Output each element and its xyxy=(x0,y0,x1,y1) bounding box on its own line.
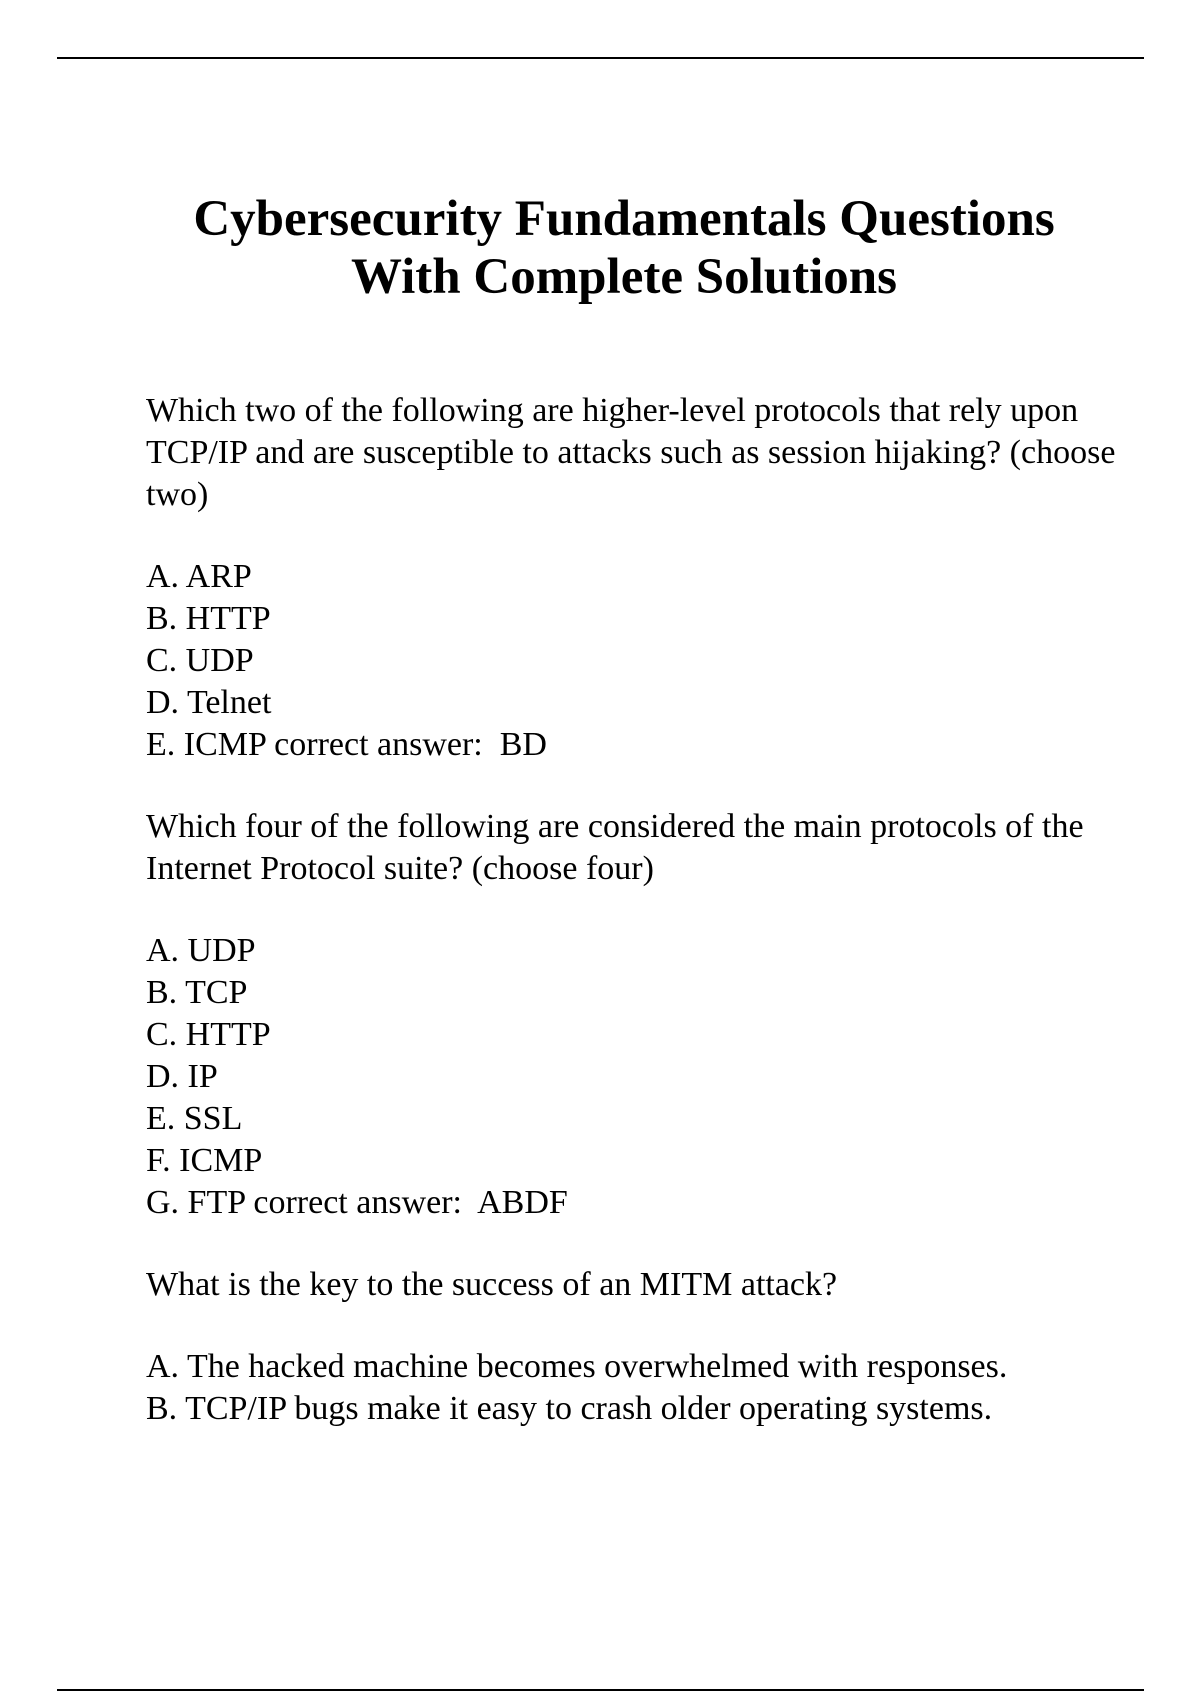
option-1c: C. UDP xyxy=(146,642,254,679)
option-1a: A. ARP xyxy=(146,558,252,595)
option-2c: C. HTTP xyxy=(146,1016,271,1053)
option-3a: A. The hacked machine becomes overwhelmed with responses. xyxy=(146,1348,1008,1385)
option-2g-label: G. FTP xyxy=(146,1184,245,1221)
question-text-1: Which two of the following are higher-level protocols that rely upon TCP/IP and are susceptible to attacks such as session hijaking? (choose two) xyxy=(146,392,1116,513)
option-1e-label: E. ICMP xyxy=(146,726,266,763)
option-1b: B. HTTP xyxy=(146,600,271,637)
title-line-2: With Complete Solutions xyxy=(351,249,897,305)
option-2f: F. ICMP xyxy=(146,1142,263,1179)
question-text-3: What is the key to the success of an MITM attack? xyxy=(146,1266,838,1303)
document-title xyxy=(0,190,1200,306)
header-rule xyxy=(57,57,1144,59)
option-3b: B. TCP/IP bugs make it easy to crash older operating systems. xyxy=(146,1390,993,1427)
footer-rule xyxy=(57,1689,1144,1691)
option-1e xyxy=(146,724,1156,766)
correct-answer-1: correct answer: BD xyxy=(274,726,547,763)
option-2b: B. TCP xyxy=(146,974,248,1011)
option-2g xyxy=(146,1182,1156,1224)
question-list xyxy=(146,390,1156,1470)
options-list-2 xyxy=(146,930,1156,1224)
correct-answer-2: correct answer: ABDF xyxy=(253,1184,568,1221)
title-line-1: Cybersecurity Fundamentals Questions xyxy=(193,191,1055,247)
option-2d: D. IP xyxy=(146,1058,218,1095)
option-2e: E. SSL xyxy=(146,1100,243,1137)
options-list-1 xyxy=(146,556,1156,766)
question-text-2: Which four of the following are considered the main protocols of the Internet Protocol suite? (choose four) xyxy=(146,808,1084,887)
option-2a: A. UDP xyxy=(146,932,256,969)
option-1d: D. Telnet xyxy=(146,684,272,721)
options-list-3 xyxy=(146,1346,1156,1430)
